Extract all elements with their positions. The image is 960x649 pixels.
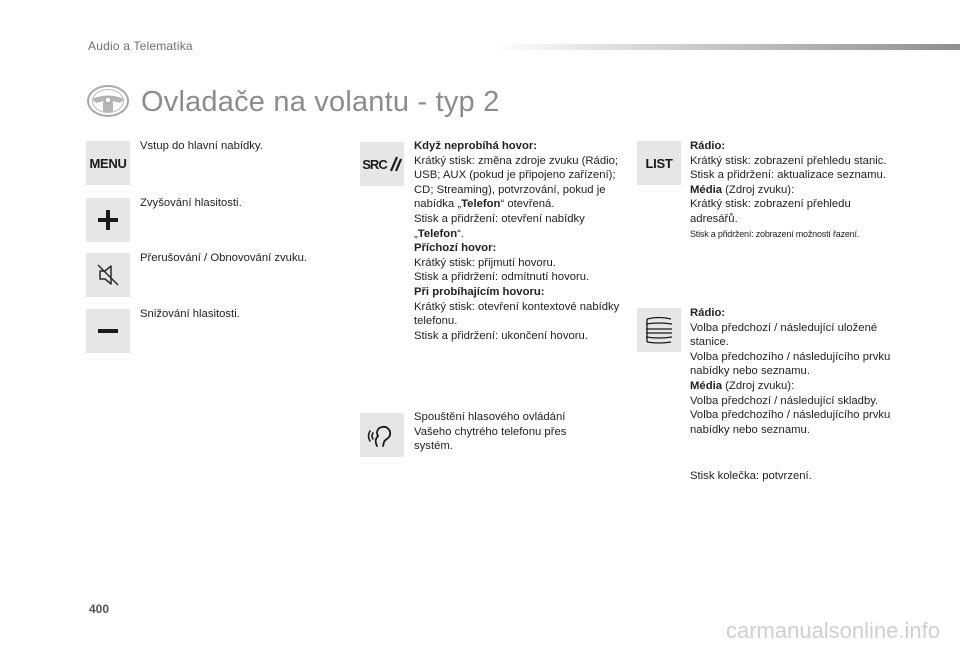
- voice-command-button[interactable]: [360, 413, 404, 457]
- src-heading-incoming: Příchozí hovor:: [414, 242, 497, 255]
- page-number: 400: [89, 602, 110, 616]
- list-description: [690, 139, 890, 241]
- wheel-radio-text1: Volba předchozí / následující uložené stanice.: [690, 321, 878, 349]
- page-title: Ovladače na volantu - typ 2: [141, 86, 500, 118]
- src-line2-end: “.: [457, 227, 465, 240]
- src-heading-no-call: Když neprobíhá hovor:: [414, 140, 538, 152]
- volume-down-button[interactable]: [86, 309, 130, 353]
- src-line2: Stisk a přidržení: otevření nabídky „: [414, 212, 585, 240]
- list-button-label: LIST: [645, 155, 673, 171]
- section-label: Audio a Telematika: [88, 39, 193, 53]
- wheel-radio-label: Rádio:: [690, 307, 726, 319]
- scroll-wheel-description: [690, 306, 900, 437]
- volume-down-description: Snižování hlasitosti.: [140, 308, 240, 320]
- telefon-label-1: Telefon: [461, 198, 501, 211]
- src-button[interactable]: [360, 142, 404, 186]
- scroll-wheel-icon: [644, 315, 674, 345]
- src-heading-ongoing: Při probíhajícím hovoru:: [414, 285, 545, 298]
- wheel-press-description: Stisk kolečka: potvrzení.: [690, 470, 812, 482]
- src-no-call-short-press: [414, 154, 624, 212]
- menu-button-label: MENU: [89, 155, 127, 171]
- menu-description: Vstup do hlavní nabídky.: [140, 140, 263, 152]
- list-media-suffix: (Zdroj zvuku):: [722, 183, 795, 196]
- telefon-label-2: Telefon: [417, 227, 458, 240]
- wheel-radio-text2: Volba předchozího / následujícího prvku nabídky nebo seznamu.: [690, 350, 891, 378]
- watermark: carmanualsonline.info: [725, 618, 940, 643]
- list-media-label: Média: [690, 183, 723, 196]
- header-divider: [492, 44, 960, 50]
- voice-command-icon: [367, 420, 397, 450]
- list-media-heading: [690, 183, 890, 198]
- wheel-media-text2: Volba předchozího / následujícího prvku nabídky nebo seznamu.: [690, 409, 891, 436]
- src-incoming-short: Krátký stisk: přijmutí hovoru.: [414, 256, 556, 269]
- src-line1: Krátký stisk: změna zdroje zvuku (Rádio; USB; AUX (pokud je připojeno zařízení); CD; Streaming), potvrzování, pokud je nabídka „: [414, 154, 619, 211]
- src-no-call-long-press: [414, 212, 624, 241]
- mute-icon: [95, 262, 121, 288]
- list-radio-label: Rádio:: [690, 140, 726, 152]
- src-line1-end: “ otevřená.: [500, 198, 555, 211]
- src-button-label: SRC: [362, 156, 387, 172]
- voice-command-description: Spouštění hlasového ovládání Vašeho chytrého telefonu přes systém.: [414, 411, 567, 453]
- src-incoming-long: Stisk a přidržení: odmítnutí hovoru.: [414, 271, 590, 284]
- src-description: [414, 139, 624, 343]
- phone-slash-icon: [388, 156, 402, 172]
- wheel-media-text1: Volba předchozí / následující skladby.: [690, 394, 879, 407]
- volume-up-description: Zvyšování hlasitosti.: [140, 197, 242, 209]
- steering-wheel-icon: [86, 84, 130, 118]
- scroll-wheel[interactable]: [637, 308, 681, 352]
- list-media-long: Stisk a přidržení: zobrazení možností řazení.: [690, 228, 860, 239]
- wheel-media-heading: [690, 379, 900, 394]
- wheel-media-suffix: (Zdroj zvuku):: [722, 379, 795, 392]
- src-ongoing-short: Krátký stisk: otevření kontextové nabídky telefonu.: [414, 300, 620, 328]
- volume-up-button[interactable]: [86, 198, 130, 242]
- list-radio-long: Stisk a přidržení: aktualizace seznamu.: [690, 169, 886, 182]
- src-ongoing-long: Stisk a přidržení: ukončení hovoru.: [414, 329, 588, 342]
- minus-icon: [96, 319, 120, 343]
- list-radio-short: Krátký stisk: zobrazení přehledu stanic.: [690, 154, 887, 167]
- plus-icon: [96, 208, 120, 232]
- mute-button[interactable]: [86, 253, 130, 297]
- mute-description: Přerušování / Obnovování zvuku.: [140, 252, 308, 264]
- list-button[interactable]: [637, 141, 681, 185]
- menu-button[interactable]: [86, 141, 130, 185]
- wheel-media-label: Média: [690, 379, 723, 392]
- list-media-short: Krátký stisk: zobrazení přehledu adresářů.: [690, 198, 851, 225]
